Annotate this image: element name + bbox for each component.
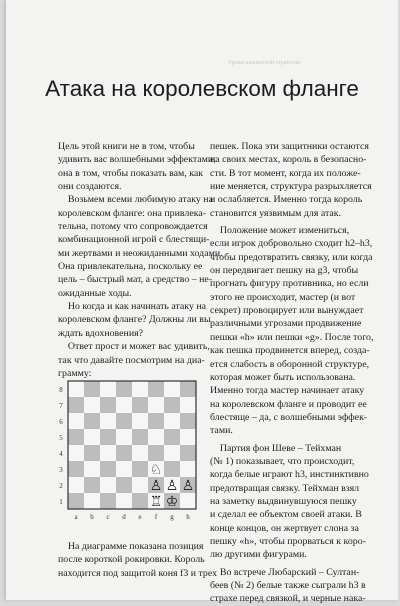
chapter-title: Атака на королевском фланге xyxy=(45,76,359,101)
book-page xyxy=(6,0,398,605)
board-square-b5 xyxy=(84,429,100,445)
board-square-c6 xyxy=(100,413,116,429)
white-knight-f3: ♘ xyxy=(149,462,163,478)
text-line: удивить вас волшебными эффектами; xyxy=(58,154,216,166)
board-square-e5 xyxy=(132,429,148,445)
text-line: Возьмем всеми любимую атаку на xyxy=(58,194,213,206)
text-line: и сделал ее объектом своей атаки. В xyxy=(210,509,362,521)
board-square-g3 xyxy=(164,461,180,477)
board-square-f4 xyxy=(148,445,164,461)
text-line: чтобы предотвратить связку, или когда xyxy=(210,251,373,263)
board-square-h7 xyxy=(180,397,196,413)
board-square-b8 xyxy=(84,381,100,397)
text-line: Положение может измениться, xyxy=(210,225,350,237)
board-square-a4 xyxy=(68,445,84,461)
text-line: прогнать фигуру противника, но если xyxy=(210,278,369,290)
text-line: Но когда и как начинать атаку на xyxy=(58,301,207,313)
text-line: ждать вдохновения? xyxy=(58,327,144,339)
text-line: она в том, чтобы показать вам, как xyxy=(58,167,204,179)
board-square-e3 xyxy=(132,461,148,477)
text-line: так что давайте посмотрим на диа- xyxy=(58,354,205,366)
file-label: e xyxy=(138,513,142,521)
text-line: когда белые играют h3, инстинктивно xyxy=(210,469,369,481)
text-line: цель – быстрый мат, а средство – не- xyxy=(58,274,213,286)
text-line: если игрок добровольно сходит h2–h3, xyxy=(210,238,373,250)
board-square-a6 xyxy=(68,413,84,429)
text-line: Партия фон Шеве – Тейхман xyxy=(210,442,342,454)
board-square-d3 xyxy=(116,461,132,477)
file-label: d xyxy=(122,513,126,521)
board-square-d4 xyxy=(116,445,132,461)
right-column-text xyxy=(210,140,386,606)
board-square-g6 xyxy=(164,413,180,429)
rank-label: 3 xyxy=(59,466,63,474)
board-square-b3 xyxy=(84,461,100,477)
board-square-c1 xyxy=(100,493,116,509)
text-line: Цель этой книги не в том, чтобы xyxy=(58,141,195,152)
board-square-c8 xyxy=(100,381,116,397)
text-line: ется слабость в оборонной структуре, xyxy=(210,358,370,370)
file-label: b xyxy=(90,513,94,521)
board-square-e6 xyxy=(132,413,148,429)
text-line: секрет) провоцирует или вынуждает xyxy=(210,305,364,317)
board-square-e7 xyxy=(132,397,148,413)
board-square-e4 xyxy=(132,445,148,461)
board-square-e1 xyxy=(132,493,148,509)
board-square-e8 xyxy=(132,381,148,397)
text-line: сти. В тот момент, когда их положе- xyxy=(210,167,361,179)
text-line: различными угрозами продвижение xyxy=(210,318,362,330)
text-line: страхе перед связкой, и черные нака- xyxy=(210,593,366,605)
board-square-b4 xyxy=(84,445,100,461)
rank-label: 8 xyxy=(59,386,63,394)
board-square-a2 xyxy=(68,477,84,493)
left-column-bottom-text xyxy=(58,540,218,580)
board-square-h4 xyxy=(180,445,196,461)
text-line: комбинационной игрой с блестящи- xyxy=(58,234,210,246)
text-line: На диаграмме показана позиция xyxy=(58,541,204,552)
board-square-g7 xyxy=(164,397,180,413)
text-line: ние меняется, структура разрыхляется xyxy=(210,181,372,193)
board-square-c3 xyxy=(100,461,116,477)
board-square-d8 xyxy=(116,381,132,397)
file-label: g xyxy=(170,513,174,521)
text-line: беев (№ 2) белые также сыграли h3 в xyxy=(210,580,366,591)
running-head: Уроки шахматной стратегии xyxy=(228,60,301,66)
text-line: королевском фланге: она привлека- xyxy=(58,207,207,219)
rank-label: 2 xyxy=(59,482,63,490)
board-square-g5 xyxy=(164,429,180,445)
text-line: этого не происходит, мастер (и вот xyxy=(210,291,356,303)
text-line: на королевском фланге и проводит ее xyxy=(210,398,367,410)
board-square-a5 xyxy=(68,429,84,445)
board-square-f7 xyxy=(148,397,164,413)
text-line: предотвращая связку. Тейхман взял xyxy=(210,482,360,494)
board-square-a3 xyxy=(68,461,84,477)
rank-label: 4 xyxy=(59,450,63,458)
white-pawn-h2: ♙ xyxy=(181,478,195,494)
board-square-a1 xyxy=(68,493,84,509)
white-king-g1: ♔ xyxy=(165,494,179,510)
text-line: ожиданные ходы. xyxy=(58,287,132,299)
white-rook-f1: ♖ xyxy=(149,494,163,510)
text-line: после короткой рокировки. Король xyxy=(58,554,205,566)
text-line: находится под защитой коня f3 и трех xyxy=(58,567,218,579)
rank-label: 6 xyxy=(59,418,63,426)
board-square-b2 xyxy=(84,477,100,493)
board-square-h1 xyxy=(180,493,196,509)
text-line: лю другими фигурами. xyxy=(210,549,307,561)
board-square-f6 xyxy=(148,413,164,429)
chess-board xyxy=(56,377,201,521)
text-line: ми жертвами и неожиданными ходами. xyxy=(58,247,223,259)
board-square-a7 xyxy=(68,397,84,413)
text-line: пешек. Пока эти защитники остаются xyxy=(210,141,369,152)
text-line: Во встрече Любарский – Султан- xyxy=(210,566,360,578)
board-square-d6 xyxy=(116,413,132,429)
white-pawn-f2: ♙ xyxy=(149,478,163,494)
text-line: и ослабляется. Именно тогда король xyxy=(210,194,363,206)
board-square-c4 xyxy=(100,445,116,461)
text-line: блестяще – да, с волшебными эффек- xyxy=(210,411,368,423)
text-line: тами. xyxy=(210,425,233,437)
text-line: пешки «h» или пешки «g». После того, xyxy=(210,331,374,343)
text-line: грамму: xyxy=(58,367,92,379)
board-square-c7 xyxy=(100,397,116,413)
file-label: c xyxy=(106,513,110,521)
board-square-h6 xyxy=(180,413,196,429)
text-line: как пешка продвинется вперед, созда- xyxy=(210,345,370,357)
text-line: тельна, потому что сопровождается xyxy=(58,221,208,233)
board-square-h5 xyxy=(180,429,196,445)
text-line: он передвигает пешку на g3, чтобы xyxy=(210,265,359,277)
text-line: пешку «h», чтобы прорваться к коро- xyxy=(210,535,366,547)
text-line: становится уязвимым для атак. xyxy=(210,207,342,219)
rank-label: 1 xyxy=(59,498,63,506)
board-square-d1 xyxy=(116,493,132,509)
board-square-b7 xyxy=(84,397,100,413)
board-square-c2 xyxy=(100,477,116,493)
text-line: Именно тогда мастер начинает атаку xyxy=(210,385,365,397)
board-square-d5 xyxy=(116,429,132,445)
board-square-g4 xyxy=(164,445,180,461)
text-line: конце концов, он жертвует слона за xyxy=(210,522,359,534)
text-line: которая может быть использована. xyxy=(210,371,356,383)
text-line: (№ 1) показывает, что происходит, xyxy=(210,455,355,467)
board-square-b6 xyxy=(84,413,100,429)
board-square-e2 xyxy=(132,477,148,493)
text-line: на своих местах, король в безопасно- xyxy=(210,154,367,166)
board-square-c5 xyxy=(100,429,116,445)
board-square-g8 xyxy=(164,381,180,397)
white-pawn-g2: ♙ xyxy=(165,478,179,494)
text-line: они создаются. xyxy=(58,181,122,193)
board-square-b1 xyxy=(84,493,100,509)
board-square-d7 xyxy=(116,397,132,413)
rank-label: 7 xyxy=(59,402,63,410)
text-line: Она привлекательна, поскольку ее xyxy=(58,261,203,273)
left-column-top-text xyxy=(58,140,223,380)
text-line: на заметку выдвинувшуюся пешку xyxy=(210,495,357,507)
board-square-d2 xyxy=(116,477,132,493)
file-label: h xyxy=(186,513,190,521)
rank-label: 5 xyxy=(59,434,63,442)
text-line: Ответ прост и может вас удивить, xyxy=(58,341,210,353)
chess-diagram xyxy=(56,377,201,521)
board-square-f5 xyxy=(148,429,164,445)
board-square-f8 xyxy=(148,381,164,397)
board-square-h3 xyxy=(180,461,196,477)
board-square-a8 xyxy=(68,381,84,397)
file-label: a xyxy=(74,513,78,521)
board-square-h8 xyxy=(180,381,196,397)
text-line: королевском фланге? Должны ли вы xyxy=(58,314,211,326)
file-label: f xyxy=(154,513,158,521)
